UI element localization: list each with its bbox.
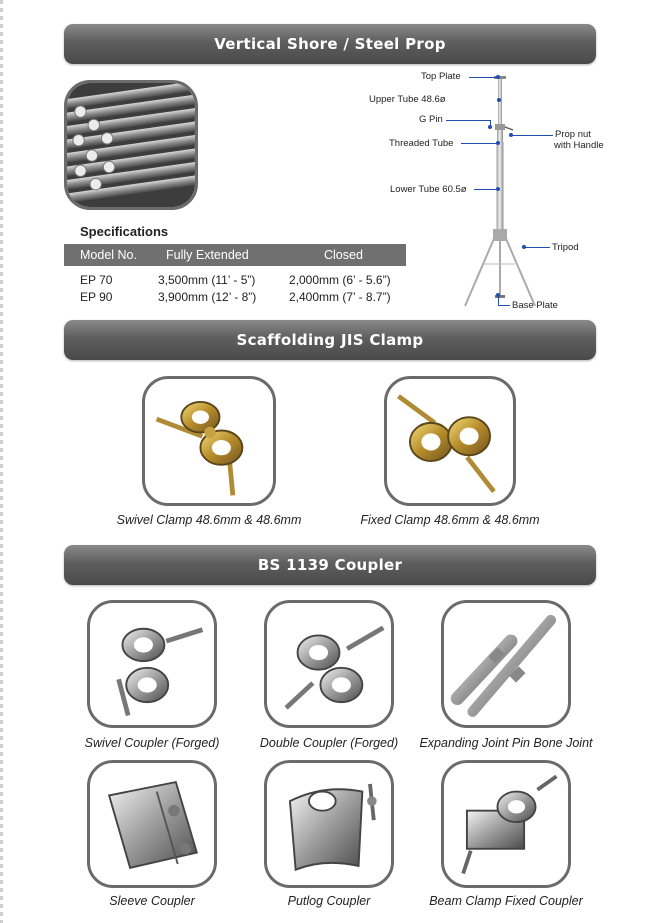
caption-sleeve-coupler: Sleeve Coupler [109,894,195,908]
steel-prop-diagram [455,64,565,314]
spec-cell: 2,000mm (6’ - 5.6”) [289,273,391,287]
label-lower-tube: Lower Tube 60.5ø [390,184,467,195]
label-threaded-tube: Threaded Tube [389,138,454,149]
section-title-prop: Vertical Shore / Steel Prop [214,35,446,53]
leader-line [498,305,510,306]
leader-line [469,77,497,78]
sleeve-coupler-image [90,763,214,885]
sleeve-coupler-photo [87,760,217,888]
swivel-coupler-image [90,603,214,725]
putlog-coupler-photo [264,760,394,888]
double-coupler-image [267,603,391,725]
spec-header-model: Model No. [80,248,137,262]
leader-dot [497,98,501,102]
leader-line [511,135,553,136]
leader-dot [496,187,500,191]
swivel-coupler-photo [87,600,217,728]
caption-beam-clamp: Beam Clamp Fixed Coupler [429,894,583,908]
leader-line [498,295,499,305]
leader-dot [509,133,513,137]
specifications-title: Specifications [80,224,169,239]
spec-cell: 2,400mm (7’ - 8.7”) [289,290,391,304]
section-banner-bs [64,545,596,585]
steel-prop-photo [64,80,198,210]
section-title-bs: BS 1139 Coupler [257,556,403,574]
spec-header-extended: Fully Extended [166,248,249,262]
fixed-clamp-image [387,379,513,503]
label-upper-tube: Upper Tube 48.6ø [369,94,446,105]
spec-cell: 3,500mm (11’ - 5”) [158,273,256,287]
spec-cell: 3,900mm (12’ - 8”) [158,290,257,304]
beam-clamp-image [444,763,568,885]
leader-dot [496,141,500,145]
spec-row [64,290,406,306]
spec-table-header [64,244,406,266]
leader-line [461,143,497,144]
spec-row [64,273,406,289]
joint-pin-image [444,603,568,725]
label-top-plate: Top Plate [421,71,461,82]
swivel-clamp-image [145,379,273,503]
spec-cell: EP 90 [80,290,113,304]
label-base-plate: Base Plate [512,300,558,311]
caption-joint-pin: Expanding Joint Pin Bone Joint [419,736,593,750]
pipes-image [67,83,195,207]
section-banner-prop [64,24,596,64]
section-title-jis: Scaffolding JIS Clamp [236,331,424,349]
double-coupler-photo [264,600,394,728]
spec-cell: EP 70 [80,273,113,287]
caption-swivel-clamp: Swivel Clamp 48.6mm & 48.6mm [116,513,302,527]
beam-clamp-photo [441,760,571,888]
caption-swivel-coupler: Swivel Coupler (Forged) [84,736,220,750]
leader-dot [496,75,500,79]
fixed-clamp-photo [384,376,516,506]
label-g-pin: G Pin [419,114,443,125]
putlog-coupler-image [267,763,391,885]
section-banner-jis [64,320,596,360]
leader-dot [522,245,526,249]
caption-double-coupler: Double Coupler (Forged) [259,736,399,750]
label-prop-nut-handle: with Handle [554,140,604,151]
leader-line [524,247,550,248]
leader-dot [488,125,492,129]
leader-line [474,189,496,190]
swivel-clamp-photo [142,376,276,506]
label-tripod: Tripod [552,242,579,253]
caption-putlog-coupler: Putlog Coupler [287,894,371,908]
leader-line [446,120,490,121]
label-prop-nut: Prop nut [555,129,591,140]
spec-header-closed: Closed [324,248,363,262]
page-edge [0,0,3,923]
caption-fixed-clamp: Fixed Clamp 48.6mm & 48.6mm [360,513,540,527]
joint-pin-photo [441,600,571,728]
